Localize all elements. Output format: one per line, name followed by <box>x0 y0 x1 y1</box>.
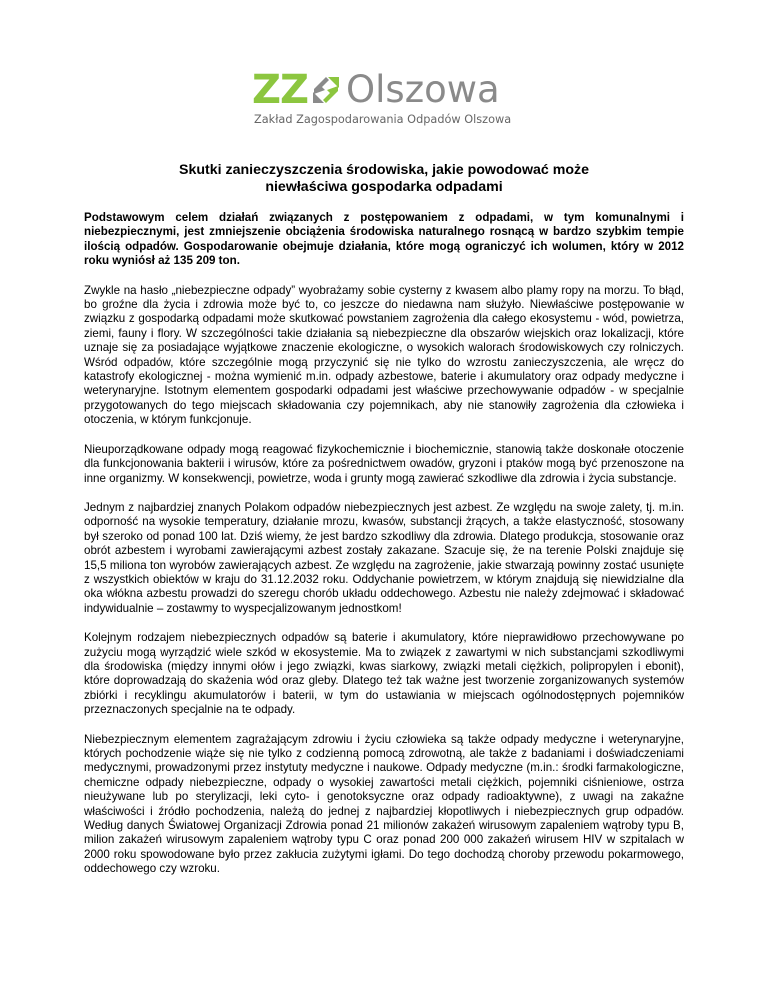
logo-wordmark <box>252 64 522 113</box>
document-title <box>84 162 684 196</box>
lead-paragraph: Podstawowym celem działań związanych z postępowaniem z odpadami, w tym komunalnymi i niebezpiecznymi, jest zmniejszenie obciążenia środowiska naturalnego rosnącą w bardzo szybkim tempie ilością odpadów. Gospodarowanie obejmuje działania, które mogą ograniczyć ich wolumen, który w 2012 roku wyniósł aż 135 209 ton. <box>84 211 684 268</box>
paragraph-medical-waste: Niebezpiecznym elementem zagrażającym zdrowiu i życiu człowieka są także odpady medyczne i weterynaryjne, których pochodzenie wiąże się nie tylko z codzienną pomocą zdrowotną, ale także z badaniami i doświadczeniami medycznymi, prowadzonymi przez instytuty medyczne i naukowe. Odpady medyczne (m.in.: środki farmakologiczne, chemiczne odpady niebezpieczne, odpady o wysokiej zawartości metali ciężkich, pojemniki ciśnieniowe, ostrza nieużywane lub po sterylizacji, leki cyto- i genotoksyczne oraz odpady radioaktywne), z uwagi na zakaźne właściwości i źródło pochodzenia, należą do jednej z najbardziej kłopotliwych i niebezpiecznych grup odpadów. Według danych Światowej Organizacji Zdrowia ponad 21 milionów zakażeń wirusowym zapaleniem wątroby typu B, milion zakażeń wirusowym zapaleniem wątroby typu C oraz ponad 200 000 zakażeń wirusem HIV w szpitalach w 2000 roku spowodowane było przez zakłucia zużytymi igłami. Do tego dochodzą choroby przewodu pokarmowego, oddechowego czy wzroku. <box>84 732 684 876</box>
paragraph-hazardous-waste: Zwykle na hasło „niebezpieczne odpady” wyobrażamy sobie cysterny z kwasem albo plamy ropy na morzu. To błąd, bo groźne dla życia i zdrowia może być to, co jeszcze do niedawna nam służyło. Niewłaściwe postępowanie w związku z gospodarką odpadami może skutkować powstaniem zagrożenia dla całego ekosystemu - wód, powietrza, ziemi, fauny i flory. W szczególności takie działania są niebezpieczne dla obszarów wiejskich oraz lokalizacji, które uznaje się za posiadające wyjątkowe znaczenie ekologiczne, o wysokich walorach środowiskowych czy rolniczych. Wśród odpadów, które szczególnie mogą przyczynić się nie tylko do wzrostu zanieczyszczenia, ale wręcz do katastrofy ekologicznej - można wymienić m.in. odpady azbestowe, baterie i akumulatory oraz odpady medyczne i weterynaryjne. Istotnym elementem gospodarki odpadami jest właściwe przechowywanie odpadów - w specjalnie przygotowanych do tego miejscach składowania czy pojemnikach, aby nie stanowiły zagrożenia dla człowieka i otoczenia, w którym funkcjonuje. <box>84 283 684 427</box>
document-body <box>84 211 684 892</box>
logo-initials: ZZ <box>252 67 309 113</box>
paragraph-batteries: Kolejnym rodzajem niebezpiecznych odpadów są baterie i akumulatory, które nieprawidłowo przechowywane po zużyciu mogą wyrządzić wiele szkód w ekosystemie. Ma to związek z zawartymi w nich substancjami szkodliwymi dla środowiska (między innymi ołów i jego związki, kwas siarkowy, związki metali ciężkich, polipropylen i ebonit), które doprowadzają do skażenia wód oraz gleby. Dlatego też tak ważne jest tworzenie zorganizowanych systemów zbiórki i recyklingu akumulatorów i baterii, w tym do ustawiania w miejscach ogólnodostępnych pojemników przeznaczonych specjalnie na te odpady. <box>84 631 684 717</box>
paragraph-asbestos: Jednym z najbardziej znanych Polakom odpadów niebezpiecznych jest azbest. Ze względu na swoje zalety, tj. m.in. odporność na wysokie temperatury, działanie mrozu, kwasów, substancji żrących, a także elastyczność, stosowany był szeroko od ponad 100 lat. Dziś wiemy, że jest bardzo szkodliwy dla zdrowia. Dlatego produkcja, stosowanie oraz obrót azbestem i wyrobami zawierającymi azbest zostały zakazane. Szacuje się, że na terenie Polski znajduje się 15,5 miliona ton wyrobów zawierających azbest. Ze względu na zagrożenie, jakie stwarzają powinny zostać usunięte z wszystkich obiektów w kraju do 31.12.2032 roku. Oddychanie powietrzem, w którym znajdują się niewidzialne dla oka włókna azbestu prowadzi do szeregu chorób układu oddechowego. Azbestu nie należy zdejmować i składować indywidualnie – zostawmy to wyspecjalizowanym jednostkom! <box>84 500 684 615</box>
company-logo <box>252 64 522 132</box>
title-line-1: Skutki zanieczyszczenia środowiska, jakie powodować może <box>178 162 589 178</box>
recycle-arrows-icon <box>309 73 343 107</box>
title-line-2: niewłaściwa gospodarka odpadami <box>265 179 503 195</box>
logo-tagline: Zakład Zagospodarowania Odpadów Olszowa <box>254 113 512 126</box>
logo-brand-name: Olszowa <box>346 68 500 111</box>
paragraph-disordered-waste: Nieuporządkowane odpady mogą reagować fizykochemicznie i biochemicznie, stanowią także doskonałe otoczenie dla funkcjonowania bakterii i wirusów, które za pośrednictwem owadów, gryzoni i ptaków mogą być przenoszone na inne organizmy. W konsekwencji, powietrze, woda i grunty mogą zawierać szkodliwe dla zdrowia i życia substancje. <box>84 442 684 485</box>
